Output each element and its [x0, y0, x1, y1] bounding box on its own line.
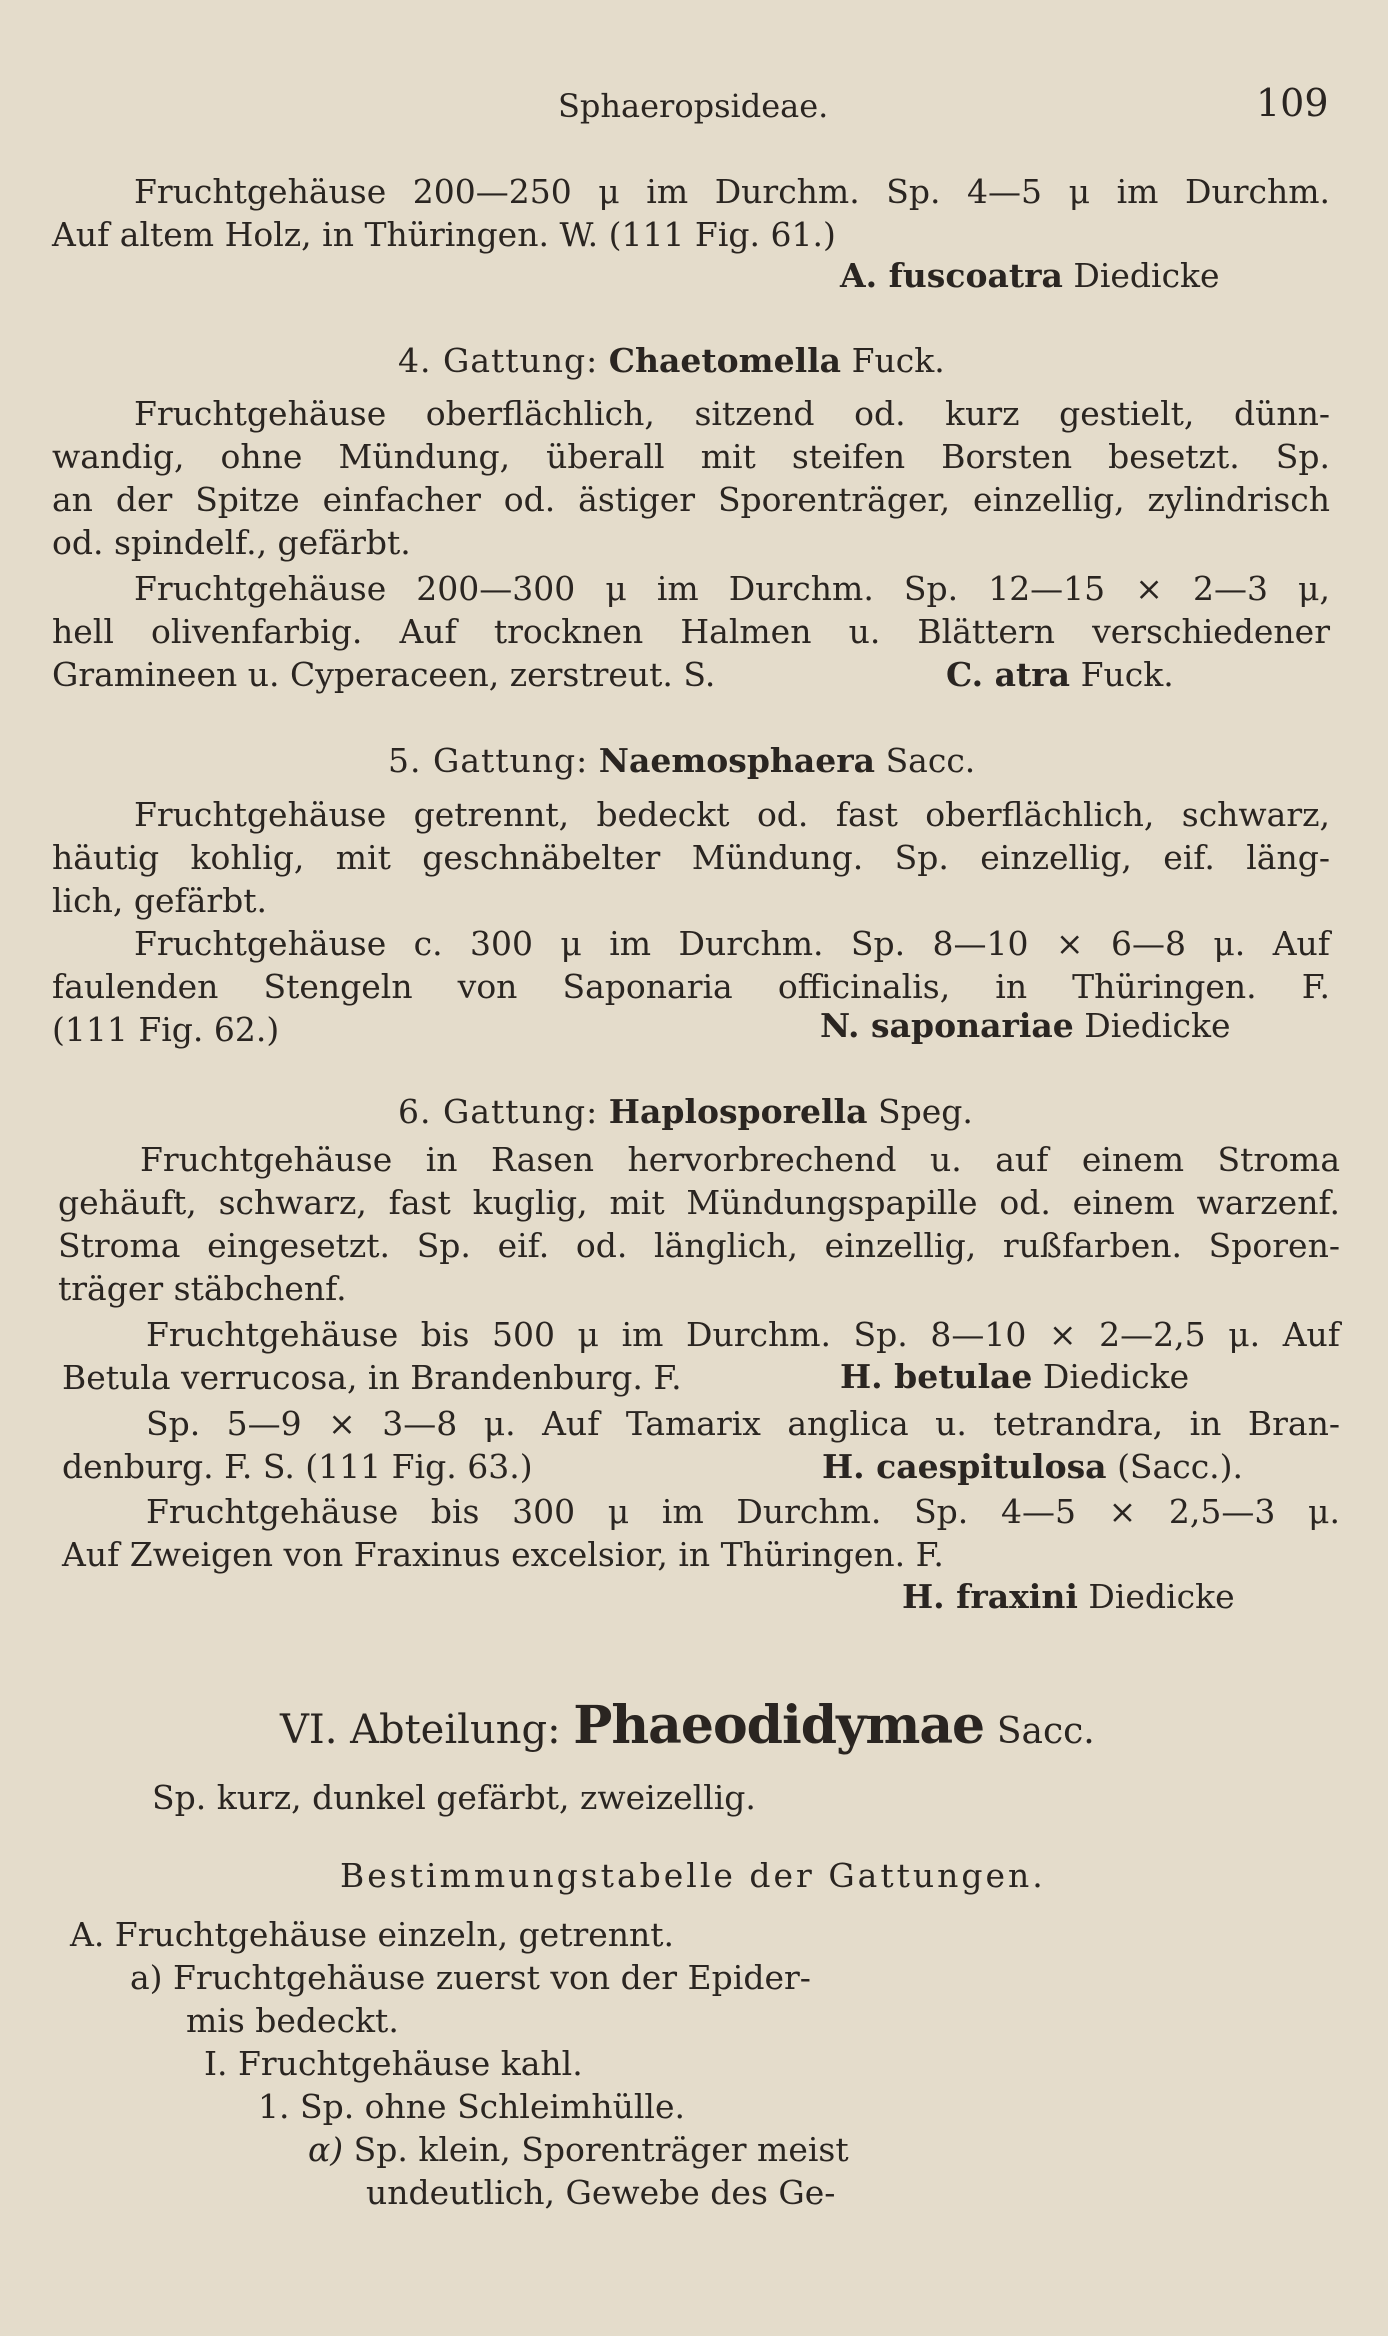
key-entry: A. Fruchtgehäuse einzeln, getrennt.: [70, 1915, 675, 1954]
key-entry: mis bedeckt.: [186, 2001, 399, 2040]
text-line: Fruchtgehäuse in Rasen hervorbrechend u. auf einem Stroma: [140, 1140, 1340, 1179]
species-abbr: H. caespitulosa: [822, 1447, 1107, 1486]
division-prefix: VI. Abteilung:: [280, 1707, 561, 1753]
text-line: hell olivenfarbig. Auf trocknen Halmen u. Blättern verschiedener: [52, 612, 1330, 651]
genus-heading-prefix: 4. Gattung:: [398, 341, 599, 380]
text-line: Fruchtgehäuse getrennt, bedeckt od. fast oberflächlich, schwarz,: [134, 795, 1330, 834]
text-line: häutig kohlig, mit geschnäbelter Mündung. Sp. einzellig, eif. läng-: [52, 838, 1330, 877]
key-entry-text: Sp. klein, Sporenträger meist: [353, 2130, 849, 2169]
key-entry: 1. Sp. ohne Schleimhülle.: [258, 2087, 685, 2126]
text-line: denburg. F. S. (111 Fig. 63.): [62, 1447, 533, 1486]
text-line: Stroma eingesetzt. Sp. eif. od. länglich, einzellig, rußfarben. Sporen-: [58, 1226, 1340, 1265]
species-author: Diedicke: [1088, 1577, 1235, 1616]
text-line: wandig, ohne Mündung, überall mit steifen Borsten besetzt. Sp.: [52, 437, 1330, 476]
genus-heading: [398, 1092, 973, 1132]
genus-heading-prefix: 5. Gattung:: [388, 741, 589, 780]
text-line: Fruchtgehäuse 200—250 μ im Durchm. Sp. 4—5 μ im Durchm.: [134, 172, 1330, 211]
text-line: faulenden Stengeln von Saponaria officinalis, in Thüringen. F.: [52, 967, 1330, 1006]
species-abbr: A. fuscoatra: [840, 256, 1063, 295]
species-author: (Sacc.).: [1117, 1447, 1244, 1486]
species-name: [946, 655, 1174, 695]
genus-name: Haplosporella: [608, 1092, 868, 1131]
text-line: lich, gefärbt.: [52, 881, 268, 920]
genus-heading: [388, 741, 975, 781]
text-line: Fruchtgehäuse 200—300 μ im Durchm. Sp. 12—15 × 2—3 μ,: [134, 569, 1330, 608]
key-entry: I. Fruchtgehäuse kahl.: [204, 2044, 583, 2083]
text-line: Gramineen u. Cyperaceen, zerstreut. S.: [52, 655, 716, 694]
species-author: Fuck.: [1080, 655, 1174, 694]
key-entry: a) Fruchtgehäuse zuerst von der Epider-: [130, 1958, 811, 1997]
species-author: Diedicke: [1084, 1006, 1231, 1045]
text-line: an der Spitze einfacher od. ästiger Sporenträger, einzellig, zylindrisch: [52, 480, 1330, 519]
species-abbr: H. betulae: [840, 1357, 1033, 1396]
running-title: Sphaeropsideae.: [558, 87, 829, 125]
text-line: Auf Zweigen von Fraxinus excelsior, in Thüringen. F.: [62, 1535, 944, 1574]
text-line: od. spindelf., gefärbt.: [52, 523, 411, 562]
species-name: [822, 1447, 1243, 1487]
key-label-alpha: α): [308, 2130, 344, 2169]
page-number: 109: [1256, 81, 1329, 125]
text-line: gehäuft, schwarz, fast kuglig, mit Mündungspapille od. einem warzenf.: [58, 1183, 1340, 1222]
species-name: [840, 256, 1220, 296]
division-heading: [280, 1696, 1095, 1762]
text-line: Fruchtgehäuse c. 300 μ im Durchm. Sp. 8—10 × 6—8 μ. Auf: [134, 924, 1330, 963]
species-abbr: C. atra: [946, 655, 1071, 694]
species-name: [840, 1357, 1189, 1397]
genus-heading: [398, 341, 945, 381]
text-line: Fruchtgehäuse oberflächlich, sitzend od. kurz gestielt, dünn-: [134, 394, 1330, 433]
text-line: Fruchtgehäuse bis 500 μ im Durchm. Sp. 8—10 × 2—2,5 μ. Auf: [146, 1315, 1340, 1354]
text-line: Betula verrucosa, in Brandenburg. F.: [62, 1358, 682, 1397]
species-author: Diedicke: [1042, 1357, 1190, 1396]
text-line: (111 Fig. 62.): [52, 1010, 280, 1049]
key-entry: [308, 2130, 849, 2170]
genus-author: Speg.: [877, 1092, 973, 1131]
division-author: Sacc.: [996, 1711, 1095, 1752]
genus-name: Chaetomella: [608, 341, 842, 380]
text-line: Sp. 5—9 × 3—8 μ. Auf Tamarix anglica u. tetrandra, in Bran-: [146, 1404, 1340, 1443]
genus-author: Sacc.: [885, 741, 976, 780]
species-author: Diedicke: [1073, 256, 1220, 295]
genus-author: Fuck.: [851, 341, 945, 380]
text-line: Auf altem Holz, in Thüringen. W. (111 Fig. 61.): [52, 215, 836, 254]
species-name: [902, 1577, 1235, 1617]
species-abbr: H. fraxini: [902, 1577, 1078, 1616]
key-entry: undeutlich, Gewebe des Ge-: [366, 2173, 836, 2212]
species-abbr: N. saponariae: [820, 1006, 1074, 1045]
division-name: Phaeodidymae: [573, 1695, 985, 1756]
division-description: Sp. kurz, dunkel gefärbt, zweizellig.: [152, 1778, 756, 1817]
genus-heading-prefix: 6. Gattung:: [398, 1092, 599, 1131]
text-line: Fruchtgehäuse bis 300 μ im Durchm. Sp. 4—5 × 2,5—3 μ.: [146, 1492, 1340, 1531]
text-line: träger stäbchenf.: [58, 1269, 347, 1308]
species-name: [820, 1006, 1231, 1046]
genus-name: Naemosphaera: [598, 741, 876, 780]
key-title: Bestimmungstabelle der Gattungen.: [340, 1856, 1046, 1895]
